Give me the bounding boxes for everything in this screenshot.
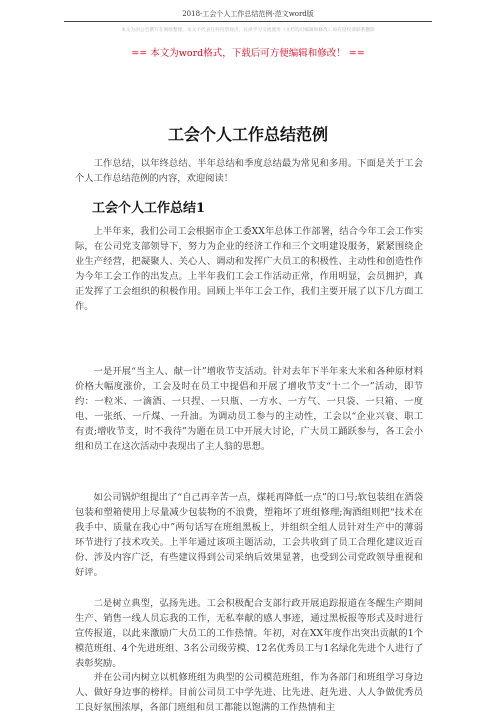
body-paragraph: 上半年来，我们公司工会根据市企工委XX年总体工作部署，结合今年工会工作实际，在公司党支部领导下，努力为企业的经济工作和三个文明建设服务，紧紧围绕企业生产经营，把凝聚人、关心人、调动和发挥广大员工的积极性、主动性和创造性作为今年工会工作的出发点。上半年我们工会工作活动正常，作用明显，会员拥护，真正发挥了工会组织的积极作用。回顾上半年工会工作，我们主要开展了以下几方面工作。	[75, 226, 423, 312]
word-format-notice: == 本文为word格式，下载后可方便编辑和修改！ ==	[131, 48, 365, 59]
section-title: 工会个人工作总结1	[92, 201, 206, 216]
document-title: 工会个人工作总结范例	[167, 125, 328, 144]
intro-paragraph: 工作总结，以年终总结、半年总结和季度总结最为常见和多用。下面是关于工会个人工作总结范例的内容，欢迎阅读！	[75, 158, 423, 184]
disclaimer-text: 本文为因公会撰写在网络整理，本文不代表任何投票观点，仅供学习交流使用（文档均可编辑和修改）如有侵权请联系删除	[121, 28, 375, 33]
body-paragraph: 如公司锅炉组提出了“自己再辛苦一点，煤耗再降低一点”的口号;软包装组在酒袋包装和塑箱使用上尽量减少包装物的不浪费，塑箱坏了班组修理;淘酒组则把“技术在我手中、质量在我心中”两句话写在班组黑板上，并组织全组人员针对生产中的薄弱环节进行了技术攻关。上半年通过该项主题活动，工会共收到了员工合理化建议近百份、涉及内容广泛，有些建议得到公司采纳后效果显著，也受到公司党政领导重视和好评。	[75, 492, 423, 578]
body-paragraph: 并在公司内树立以机修班组为典型的公司模范班组，作为各部门和班组学习身边人、做好身边事的榜样。目前公司员工中学先进、比先进、赶先进、人人争做优秀员工良好氛围浓厚，各部门班组和员工都能以饱满的工作热情和主	[75, 672, 423, 713]
body-paragraph: 二是树立典型，弘扬先进。工会积极配合支部行政开展追踪报道在冬醒生产期间生产、销售一线人员忘我的工作，无私奉献的感人事迹，通过黑板报等形式及时进行宣传报道，以此来激励广大员工的工作热情。年初，对在XX年度作出突出贡献的1个模范班组、4个先进班组、3名公司级劳模、12名优秀员工与1名绿化先进个人进行了表彰奖励。	[75, 598, 423, 669]
body-paragraph: 一是开展“当主人、献一计”增收节支活动。针对去年下半年来大米和各种原材料价格大幅度涨价，工会及时在员工中提倡和开展了增收节支“十二个一”活动，即节约：一粒米、一滴酒、一只捏、一只瓶、一方水、一方气、一只袋、一只箱、一度电、一张纸、一斤煤、一升油。为调动员工参与的主动性，工会以“企业兴衰、职工有责;增收节支，时不我待”为题在员工中开展大讨论，广大员工踊跃参与，各工会小组和员工在这次活动中表现出了主人翁的思想。	[75, 366, 423, 452]
header-rule	[64, 21, 432, 22]
running-header: 2018-工会个人工作总结范例-范文word版	[182, 10, 314, 18]
